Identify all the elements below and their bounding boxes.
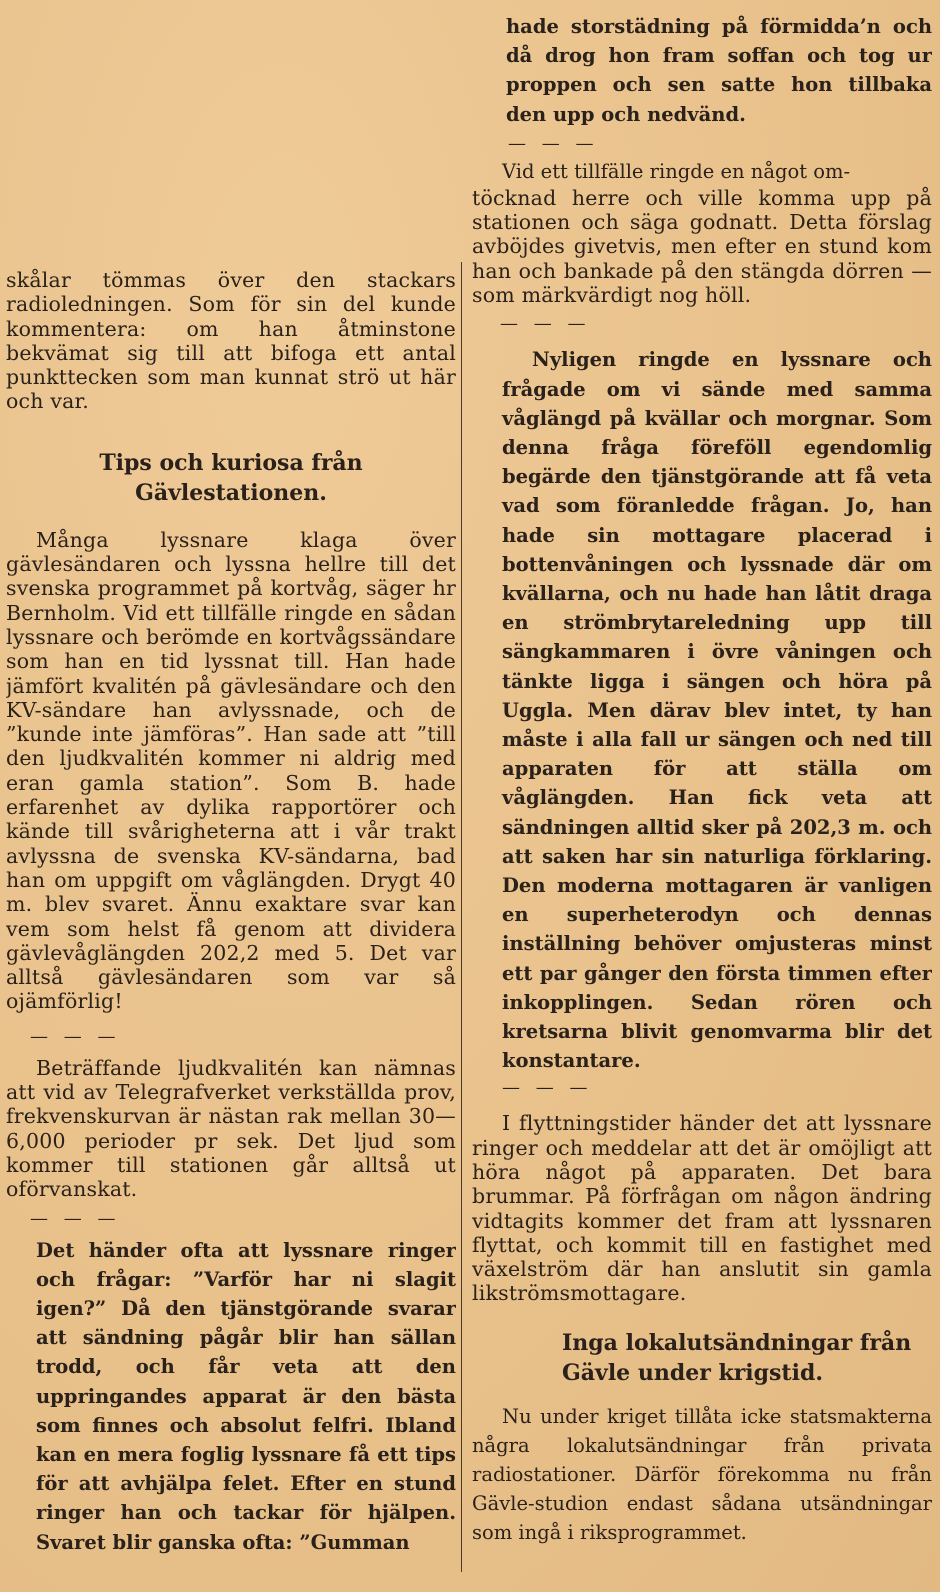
- right-column: [472, 12, 932, 1588]
- paragraph-intro: skålar tömmas över den stackars radioledningen. Som för sin del kunde kommentera: om han åtminstone bekvämat sig till att bifoga ett antal punkttecken som man kunnat strö ut här och var.: [6, 268, 456, 414]
- paragraph-vaglangd: Nyligen ringde en lyssnare och frågade om vi sände med samma våglängd på kvällar och morgnar. Som denna fråga föreföll egendomlig begärde den tjänstgörande att få veta vad som föranledde frågan. Jo, han hade sin mottagare placerad i bottenvåningen och lyssnade där om kvällarna, och nu hade han låtit draga en strömbrytareledning upp till sängkammaren i övre våningen och tänkte ligga i sängen och höra på Uggla. Men därav blev intet, ty han måste i alla fall ur sängen och ned till apparaten för att ställa om våglängden. Han fick veta att sändningen alltid sker på 202,3 m. och att saken har sin naturliga förklaring. Den moderna mottagaren är vanligen en superheterodyn och dennas inställning behöver omjusteras minst ett par gånger den första timmen efter inkopplingen. Sedan rören och kretsarna blivit genomvarma blir det konstantare.: [502, 348, 932, 1073]
- separator: — — —: [30, 1025, 121, 1047]
- separator: — — —: [502, 1077, 593, 1099]
- separator: — — —: [500, 313, 591, 335]
- paragraph-godnatt: töcknad herre och ville komma upp på stationen och säga godnatt. Detta förslag avböjdes givetvis, men efter en stund kom han och bankade på den stängda dörren — som märkvärdigt nog höll.: [472, 185, 932, 307]
- paragraph-godnatt-start: Vid ett tillfälle ringde en något om-: [502, 159, 851, 183]
- column-rule: [461, 262, 462, 1572]
- paragraph-ljudkvaliten: Beträffande ljudkvalitén kan nämnas att vid av Telegrafverket verkställda prov, frekvenskurvan är nästan rak mellan 30—6,000 perioder pr sek. Det ljud som kommer till stationen går alltså ut oförvanskat.: [6, 1055, 456, 1202]
- heading-tips: Tips och kuriosa från Gävlestationen.: [99, 449, 363, 506]
- paragraph-gumman-cont: hade storstädning på förmidda’n och då drog hon fram soffan och tog ur proppen och sen satte hon tillbaka den upp och nedvänd.: [506, 15, 932, 126]
- paragraph-gavlesandaren: Många lyssnare klaga över gävlesändaren och lyssna hellre till det svenska programmet på kortvåg, säger hr Bernholm. Vid ett tillfälle ringde en sådan lyssnare och berömde en kortvågssändare som han en tid lyssnat till. Han hade jämfört kvalitén på gävlesändare och den KV-sändare han avlyssnade, och de ”kunde inte jämföras”. Han sade att ”till den ljudkvalitén kommer ni aldrig med eran gamla station”. Som B. hade erfarenhet av dylika rapportörer och kände till svårigheterna att i vår trakt avlyssna de svenska KV-sändarna, bad han om uppgift om våglängden. Drygt 40 m. blev svaret. Ännu exaktare svar kan vem som helst få genom att dividera gävlevåglängden 202,2 med 5. Det var alltså gävlesändaren som var så ojämförlig!: [6, 527, 456, 1014]
- paragraph-slagit-igen: Det händer ofta att lyssnare ringer och frågar: ”Varför har ni slagit igen?” Då den tjänstgörande svarar att sändning pågår blir han sällan trodd, och får veta att den uppringandes apparat är den bästa som finnes och absolut felfri. Ibland kan en mera foglig lyssnare få ett tips för att avhjälpa felet. Efter en stund ringer han och tackar för hjälpen. Svaret blir ganska ofta: ”Gumman: [36, 1238, 456, 1554]
- left-column: [6, 268, 456, 1588]
- separator: — — —: [30, 1207, 121, 1229]
- paragraph-flyttningstider: I flyttningstider händer det att lyssnare ringer och meddelar att det är omöjligt att höra något på apparaten. Det bara brummar. På förfrågan om någon ändring vidtagits kommer det fram att lyssnaren flyttat, och kommit till en fastighet med växelström där han anslutit sin gamla likströmsmottagare.: [472, 1111, 932, 1306]
- heading-inga-lokalutsandningar: Inga lokalutsändningar från Gävle under krigstid.: [562, 1329, 912, 1386]
- paragraph-kriget: Nu under kriget tillåta icke statsmakterna några lokalutsändningar från privata radiostationer. Därför förekomma nu från Gävle-studion endast sådana utsändningar som ingå i riksprogrammet.: [472, 1404, 932, 1544]
- separator: — — —: [508, 132, 599, 154]
